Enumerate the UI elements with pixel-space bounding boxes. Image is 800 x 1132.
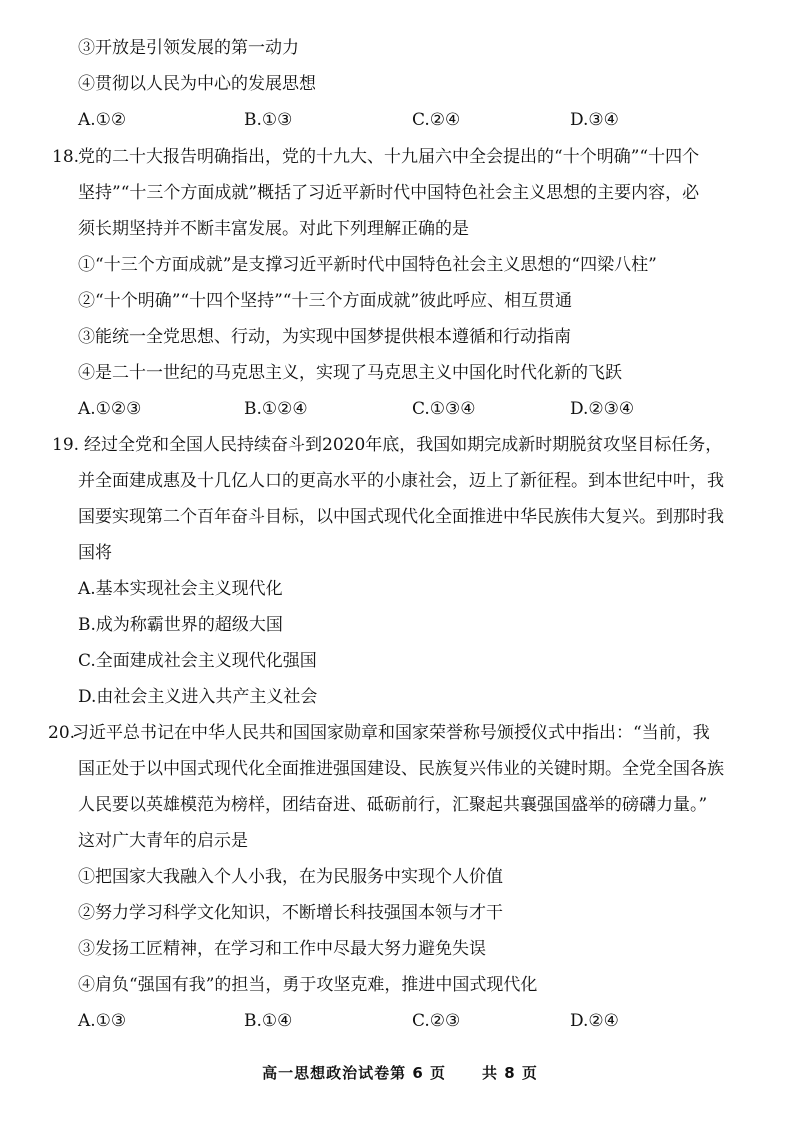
question-20-stem-line: 国正处于以中国式现代化全面推进强国建设、民族复兴伟业的关键时期。全党全国各族 bbox=[78, 759, 724, 779]
question-18-item: ③能统一全党思想、行动，为实现中国梦提供根本遵循和行动指南 bbox=[78, 327, 571, 347]
question-number-19: 19. bbox=[52, 435, 80, 455]
choice-d: D.②③④ bbox=[570, 399, 635, 419]
choice-c: C.全面建成社会主义现代化强国 bbox=[78, 651, 317, 671]
question-number-18: 18. bbox=[52, 147, 80, 167]
choice-c: C.②③ bbox=[412, 1011, 461, 1031]
question-19-stem-line: 并全面建成惠及十几亿人口的更高水平的小康社会，迈上了新征程。到本世纪中叶，我 bbox=[78, 471, 724, 491]
question-18-stem-line: 党的二十大报告明确指出，党的十九大、十九届六中全会提出的“十个明确”“十四个 bbox=[78, 147, 700, 167]
choice-d: D.由社会主义进入共产主义社会 bbox=[78, 687, 318, 707]
question-18-item: ④是二十一世纪的马克思主义，实现了马克思主义中国化时代化新的飞跃 bbox=[78, 363, 622, 383]
choice-d: D.②④ bbox=[570, 1011, 619, 1031]
choice-b: B.成为称霸世界的超级大国 bbox=[78, 615, 283, 635]
choice-a: A.①②③ bbox=[78, 399, 142, 419]
total-pages-label: 共 8 页 bbox=[482, 1064, 538, 1082]
question-20-stem-line: 人民要以英雄模范为榜样，团结奋进、砥砺前行，汇聚起共襄强国盛举的磅礴力量。” bbox=[78, 795, 708, 815]
question-20-item: ③发扬工匠精神，在学习和工作中尽最大努力避免失误 bbox=[78, 939, 486, 959]
question-19-stem-line: 经过全党和全国人民持续奋斗到2020年底，我国如期完成新时期脱贫攻坚目标任务， bbox=[84, 435, 723, 455]
question-20-item: ①把国家大我融入个人小我，在为民服务中实现个人价值 bbox=[78, 867, 503, 887]
choice-b: B.①④ bbox=[244, 1011, 293, 1031]
choice-b: B.①②④ bbox=[244, 399, 308, 419]
question-20-stem-line: 习近平总书记在中华人民共和国国家勋章和国家荣誉称号颁授仪式中指出：“当前，我 bbox=[72, 723, 710, 743]
option-item-4: ④贯彻以人民为中心的发展思想 bbox=[78, 74, 316, 94]
question-18-stem-line: 须长期坚持并不断丰富发展。对此下列理解正确的是 bbox=[78, 219, 469, 239]
question-19-stem-line: 国要实现第二个百年奋斗目标，以中国式现代化全面推进中华民族伟大复兴。到那时我 bbox=[78, 507, 724, 527]
question-number-20: 20. bbox=[48, 723, 76, 743]
question-20-item: ②努力学习科学文化知识，不断增长科技强国本领与才干 bbox=[78, 903, 503, 923]
question-20-stem-line: 这对广大青年的启示是 bbox=[78, 831, 248, 851]
choice-a: A.基本实现社会主义现代化 bbox=[78, 579, 283, 599]
page-number-label: 高一思想政治试卷第 6 页 bbox=[262, 1064, 446, 1082]
question-20-item: ④肩负“强国有我”的担当，勇于攻坚克难，推进中国式现代化 bbox=[78, 975, 538, 995]
answer-choices-17 bbox=[78, 109, 758, 131]
choice-c: C.①③④ bbox=[412, 399, 476, 419]
choice-a: A.①② bbox=[78, 110, 127, 130]
choice-d: D.③④ bbox=[570, 110, 619, 130]
question-18-item: ②“十个明确”“十四个坚持”“十三个方面成就”彼此呼应、相互贯通 bbox=[78, 291, 573, 311]
question-18-stem-line: 坚持”“十三个方面成就”概括了习近平新时代中国特色社会主义思想的主要内容，必 bbox=[78, 183, 700, 203]
choice-a: A.①③ bbox=[78, 1011, 127, 1031]
choice-b: B.①③ bbox=[244, 110, 293, 130]
answer-choices-20 bbox=[78, 1010, 758, 1032]
question-18-item: ①“十三个方面成就”是支撑习近平新时代中国特色社会主义思想的“四梁八柱” bbox=[78, 255, 657, 275]
question-19-stem-line: 国将 bbox=[78, 543, 112, 563]
answer-choices-18 bbox=[78, 398, 758, 420]
option-item-3: ③开放是引领发展的第一动力 bbox=[78, 38, 299, 58]
page-footer bbox=[0, 1062, 800, 1083]
choice-c: C.②④ bbox=[412, 110, 461, 130]
